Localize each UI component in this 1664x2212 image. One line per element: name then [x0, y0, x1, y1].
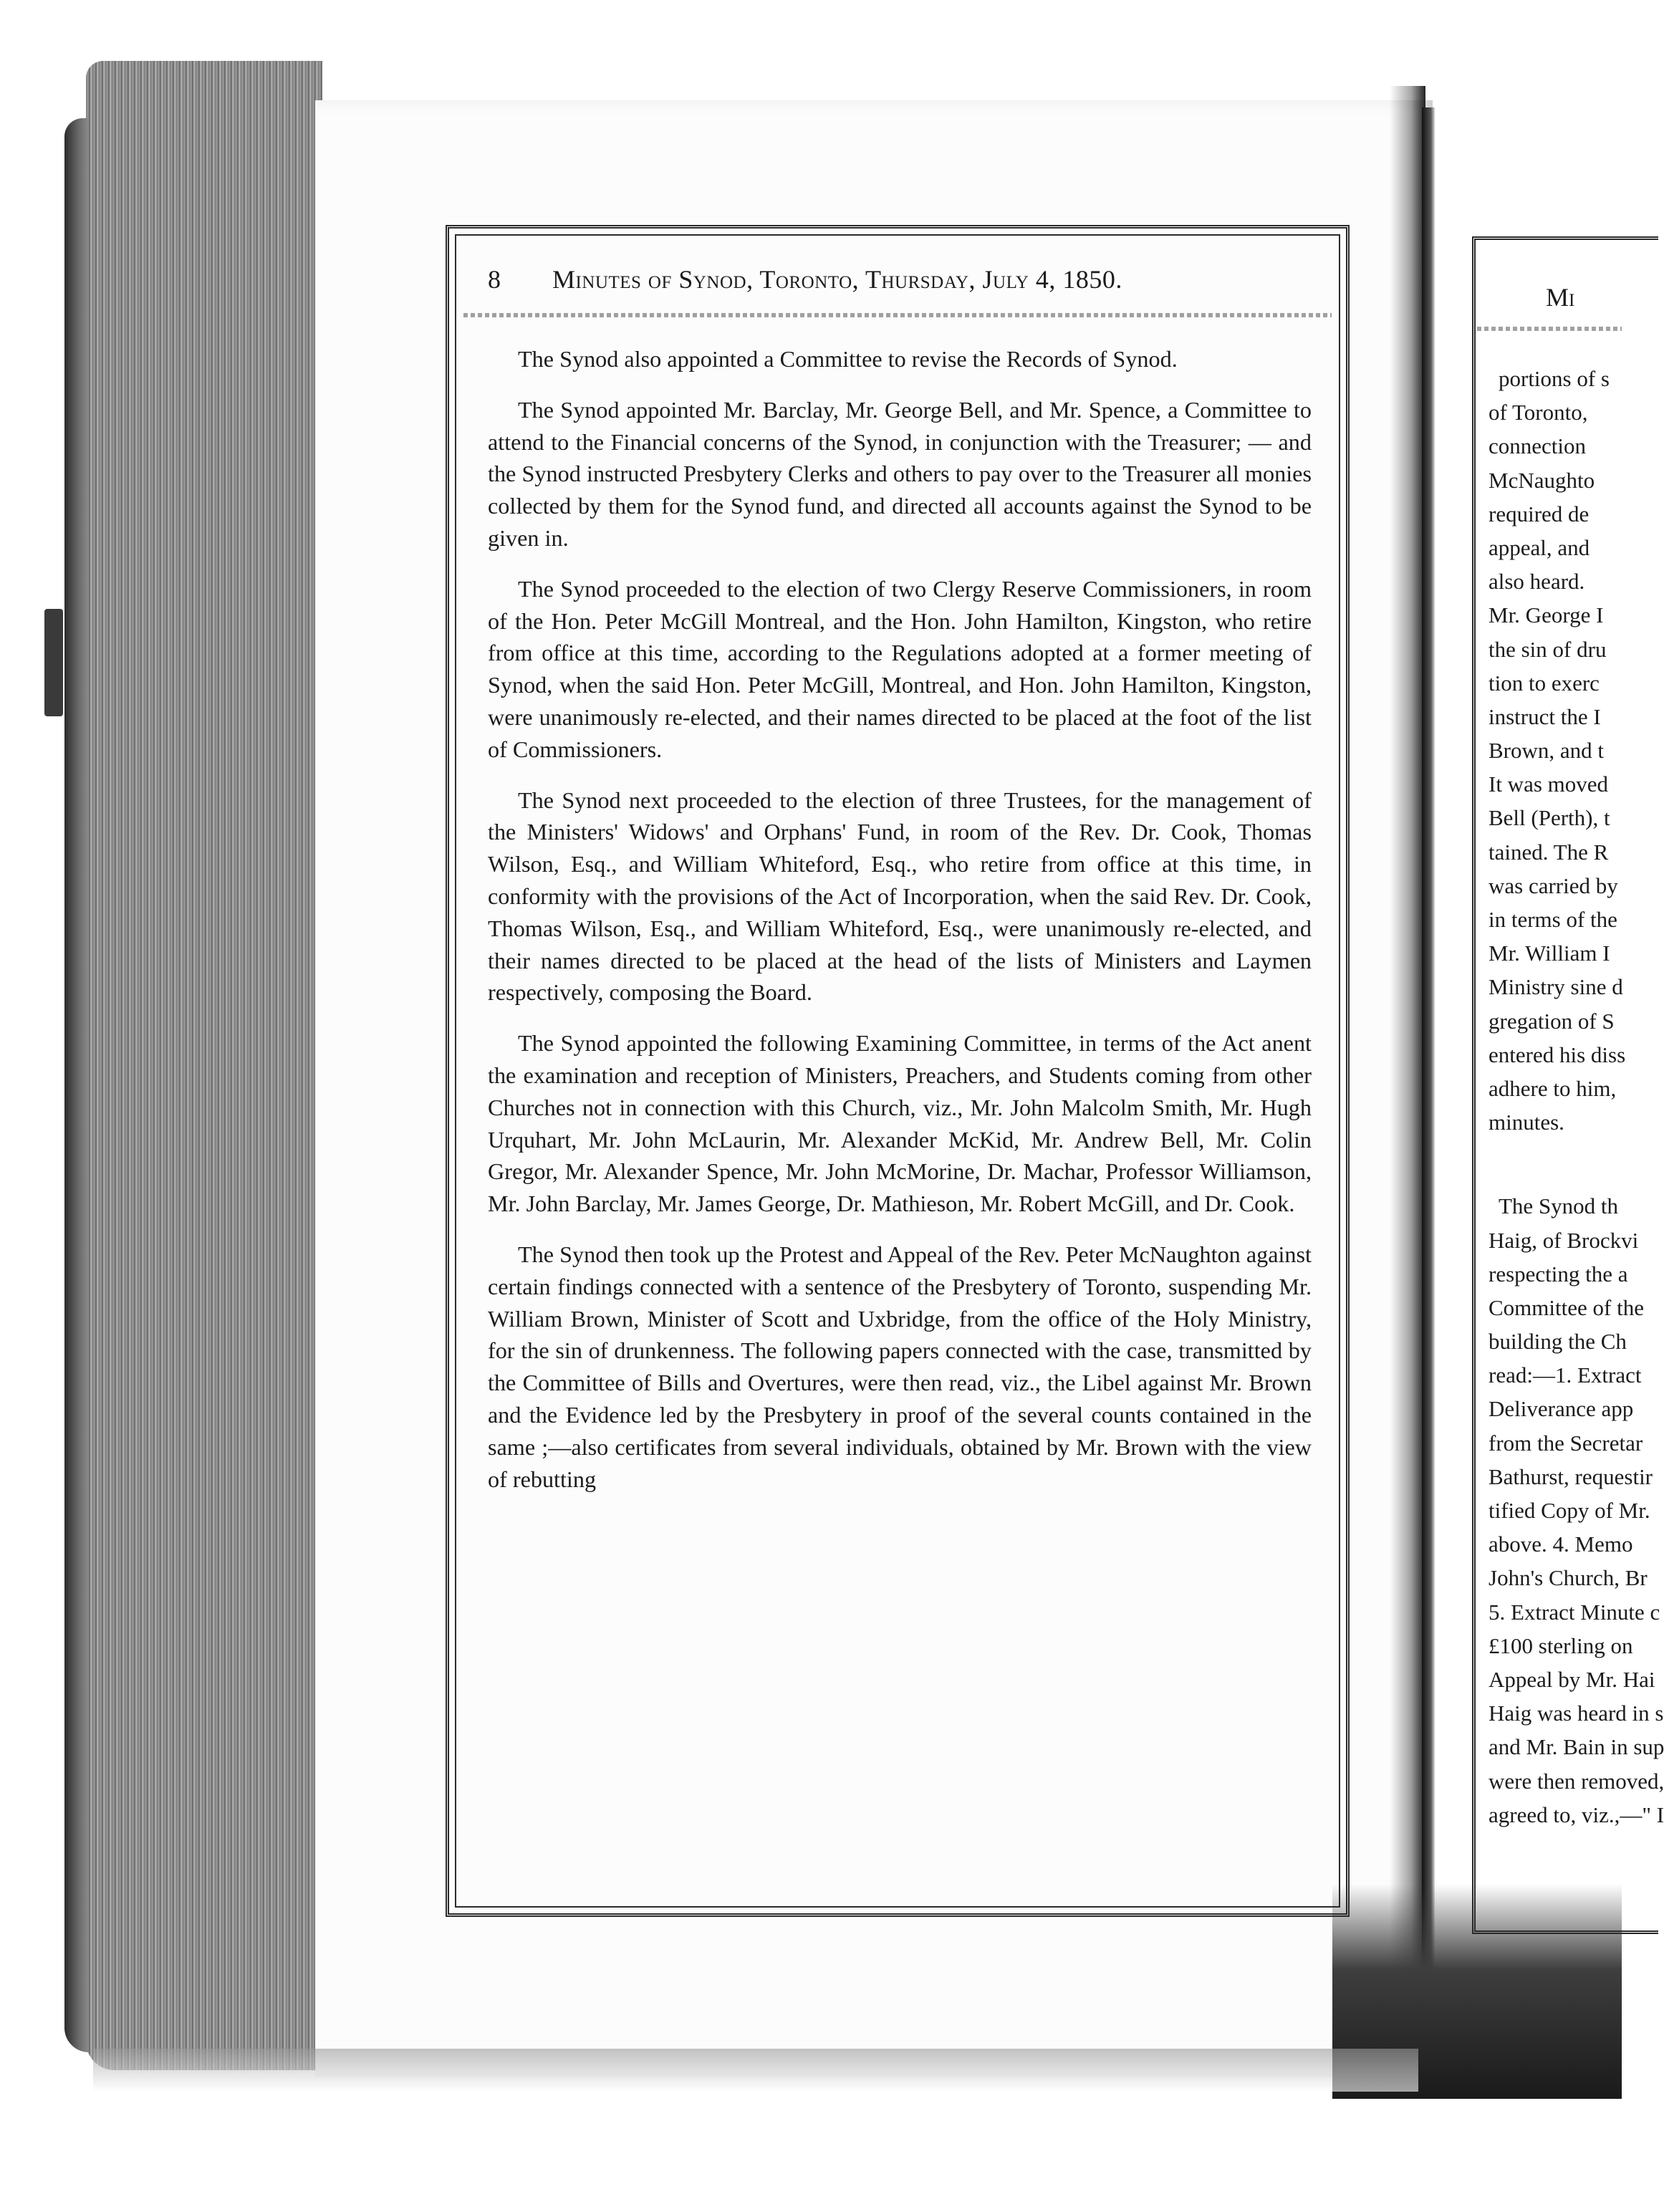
- left-page-text-frame: [446, 225, 1350, 1917]
- right-page-line: minutes.: [1489, 1110, 1564, 1135]
- right-page-line: respecting the a: [1489, 1261, 1628, 1287]
- right-page-line: Haig was heard in s: [1489, 1701, 1664, 1726]
- right-page-line: agreed to, viz.,—" I: [1489, 1802, 1664, 1827]
- right-page-line: The Synod th: [1499, 1193, 1619, 1219]
- right-page-line: Mr. William I: [1489, 941, 1610, 966]
- body-text: [488, 343, 1312, 1514]
- right-page-line: and Mr. Bain in sup: [1489, 1734, 1664, 1760]
- right-page-line: were then removed,: [1489, 1768, 1664, 1794]
- book-cover-tab: [44, 609, 63, 716]
- right-page-line: Haig, of Brockvi: [1489, 1227, 1639, 1253]
- right-page-line: adhere to him,: [1489, 1075, 1617, 1101]
- right-page-line: portions of s: [1499, 366, 1610, 391]
- paragraph-records-committee: The Synod also appointed a Committee to revise the Records of Synod.: [518, 346, 1178, 372]
- paragraph-protest-and-appeal: The Synod then took up the Protest and Appeal of the Rev. Peter McNaughton against certain findings connected with a sentence of the Presbytery of Toronto, suspending Mr. William Brown, Minister of Scott and Uxbridge, from the office of the Holy Ministry, for the sin of drunkenness. The following papers connected with the case, transmitted by the Committee of Bills and Overtures, were then read, viz., the Libel against Mr. Brown and the Evidence led by the Presbytery in proof of the several counts contained in the same ;—also certificates from several individuals, obtained by Mr. Brown with the view of rebutting: [488, 1241, 1312, 1492]
- right-page-spine-shadow: [1422, 107, 1435, 2027]
- running-head-rule: [463, 313, 1332, 317]
- right-page-line: £100 sterling on: [1489, 1632, 1633, 1658]
- running-head-title: Minutes of Synod, Toronto, Thursday, July 4, 1850.: [552, 265, 1122, 294]
- right-page-line: was carried by: [1489, 872, 1618, 898]
- right-page-line: tained. The R: [1489, 839, 1609, 865]
- right-running-head: Mi: [1546, 283, 1575, 312]
- book-page-edges: [86, 61, 322, 2070]
- right-page-line: Appeal by Mr. Hai: [1489, 1666, 1655, 1692]
- right-page-line: the sin of dru: [1489, 636, 1607, 662]
- right-page-lines: [1489, 362, 1664, 1832]
- right-page-line: John's Church, Br: [1489, 1565, 1648, 1591]
- right-page-line: connection: [1489, 433, 1587, 459]
- right-page-line: required de: [1489, 501, 1590, 526]
- right-page-line: Bell (Perth), t: [1489, 805, 1610, 831]
- right-page-line: tified Copy of Mr.: [1489, 1498, 1650, 1523]
- right-page-line: in terms of the: [1489, 907, 1617, 932]
- page-bottom-shadow: [93, 2049, 1418, 2092]
- paragraph-clergy-reserve-commissioners: The Synod proceeded to the election of two Clergy Reserve Commissioners, in room of the Hon. Peter McGill Montreal, and the Hon. John Hamilton, Kingston, who retire from office at this time, according to the Regulations adopted at a former meeting of Synod, when the said Hon. Peter McGill, Montreal, and Hon. John Hamilton, Kingston, were unanimously re-elected, and their names directed to be placed at the foot of the list of Commissioners.: [488, 575, 1312, 762]
- right-running-head-rule: [1477, 327, 1622, 331]
- right-page-gap: [1489, 1139, 1632, 1189]
- right-page-line: read:—1. Extract: [1489, 1362, 1642, 1388]
- right-page-line: tion to exerc: [1489, 670, 1600, 696]
- right-page-line: McNaughto: [1489, 467, 1595, 493]
- right-page-line: building the Ch: [1489, 1329, 1627, 1355]
- right-page-line: Deliverance app: [1489, 1396, 1634, 1422]
- right-page-line: from the Secretar: [1489, 1430, 1643, 1456]
- right-page-line: Bathurst, requestir: [1489, 1463, 1653, 1489]
- page-number: 8: [488, 265, 501, 294]
- right-page-line: It was moved: [1489, 771, 1609, 797]
- right-page-line: entered his diss: [1489, 1042, 1626, 1067]
- book-gutter: [1390, 86, 1425, 2084]
- right-page-line: Brown, and t: [1489, 738, 1605, 764]
- right-page-line: gregation of S: [1489, 1008, 1615, 1034]
- paragraph-financial-committee: The Synod appointed Mr. Barclay, Mr. George Bell, and Mr. Spence, a Committee to attend to the Financial concerns of the Synod, in conjunction with the Treasurer; — and the Synod instructed Presbytery Clerks and others to pay over to the Treasurer all monies collected by them for the Synod fund, and directed all accounts against the Synod to be given in.: [488, 396, 1312, 551]
- right-page-line: Committee of the: [1489, 1294, 1644, 1320]
- right-page-line: above. 4. Memo: [1489, 1531, 1633, 1557]
- paragraph-trustees-election: The Synod next proceeded to the election of three Trustees, for the management of the Ministers' Widows' and Orphans' Fund, in room of the Rev. Dr. Cook, Thomas Wilson, Esq., and William Whiteford, Esq., who retire from office at this time, in conformity with the provisions of the Act of Incorporation, when the said Rev. Dr. Cook, Thomas Wilson, Esq., and William Whiteford, Esq., were unanimously re-elected, and their names directed to be placed at the head of the lists of Ministers and Laymen respectively, composing the Board.: [488, 787, 1312, 1006]
- right-page-line: also heard.: [1489, 569, 1585, 595]
- right-page-line: Mr. George I: [1489, 602, 1604, 628]
- right-page-line: appeal, and: [1489, 534, 1590, 560]
- right-page-line: Ministry sine d: [1489, 974, 1623, 1000]
- right-page-line: instruct the I: [1489, 703, 1601, 729]
- right-page-line: 5. Extract Minute c: [1489, 1599, 1660, 1625]
- paragraph-examining-committee: The Synod appointed the following Examining Committee, in terms of the Act anent the examination and reception of Ministers, Preachers, and Students coming from other Churches not in connection with this Church, viz., Mr. John Malcolm Smith, Mr. Hugh Urquhart, Mr. John McLaurin, Mr. Alexander McKid, Mr. Andrew Bell, Mr. Colin Gregor, Mr. Alexander Spence, Mr. John McMorine, Dr. Machar, Professor Williamson, Mr. John Barclay, Mr. James George, Dr. Mathieson, Mr. Robert McGill, and Dr. Cook.: [488, 1030, 1312, 1217]
- right-page-line: of Toronto,: [1489, 400, 1588, 425]
